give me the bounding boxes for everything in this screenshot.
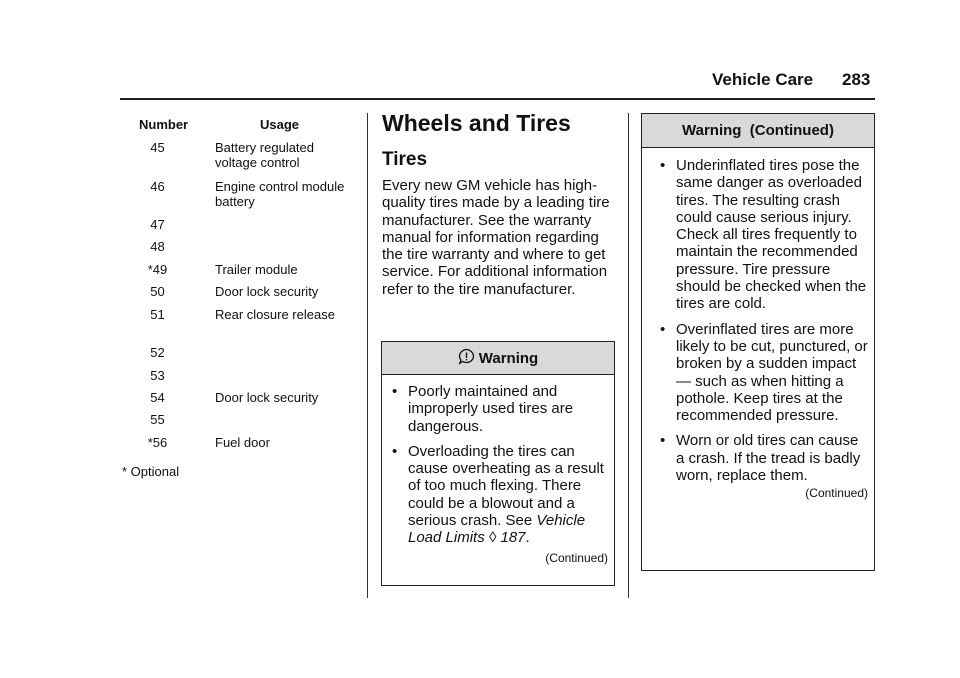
warning-header [382, 342, 614, 375]
warning-item: • Poorly maintained and improperly used tires are dangerous. [386, 383, 606, 435]
column-divider-left [367, 113, 368, 598]
warning-title: Warning [478, 349, 539, 367]
page-reference-icon: ◊ [488, 529, 497, 547]
fuse-number: *56 [147, 435, 168, 450]
vehicle-load-limits-link[interactable]: Vehicle Load Limits [408, 512, 586, 547]
fuse-usage: Engine control module battery [215, 179, 345, 209]
page-reference[interactable]: 187 [500, 529, 526, 547]
fuse-number: 45 [150, 140, 165, 155]
continued-label: (Continued) [805, 486, 868, 501]
warning-item: • Worn or old tires can cause a crash. If the tread is badly worn, replace them. [654, 432, 868, 484]
warning-item: • Overloading the tires can cause overheating as a result of too much flexing. There could be a blowout and a serious crash. See Vehicle Load Limits ◊ 187. [386, 443, 606, 547]
warning-continued-title: Warning (Continued) [682, 122, 834, 139]
header-rule [120, 98, 875, 100]
column-divider-right [628, 113, 629, 598]
fuse-number: 47 [150, 217, 165, 232]
fuse-number: 52 [150, 345, 165, 360]
fuse-number: 51 [150, 307, 165, 322]
fuse-number: *49 [147, 262, 168, 277]
continued-label: (Continued) [545, 550, 608, 565]
fuse-usage: Battery regulated voltage control [215, 140, 315, 170]
fuse-table-footnote: * Optional [122, 464, 180, 479]
warning-item: • Overinflated tires are more likely to be cut, punctured, or broken by a sudden impact — such as when hitting a pothole. Keep tires at the recommended pressure. [654, 321, 868, 425]
warning-continued-header [642, 114, 874, 148]
fuse-usage: Fuel door [215, 435, 270, 450]
fuse-number: 54 [150, 390, 165, 405]
fuse-number: 50 [150, 284, 165, 299]
section-title: Wheels and Tires [382, 110, 571, 136]
warning-item: • Underinflated tires pose the same danger as overloaded tires. The resulting crash could cause serious injury. Check all tires frequently to maintain the recommended pressure. Tire pressure should be checked when the tires are cold. [654, 157, 868, 313]
fuse-usage: Trailer module [215, 262, 298, 277]
fuse-number: 46 [150, 179, 165, 194]
warning-triangle-icon [458, 348, 475, 369]
warning-box [381, 341, 615, 586]
fuse-number: 53 [150, 368, 165, 383]
warning-list [382, 375, 614, 547]
fuse-table-header-number: Number [139, 117, 189, 132]
fuse-number: 55 [150, 412, 165, 427]
tires-body-paragraph: Every new GM vehicle has high-quality tires made by a leading tire manufacturer. See the warranty manual for information regarding the tire warranty and where to get service. For additional information refer to the tire manufacturer. [382, 177, 610, 298]
fuse-usage: Rear closure release [215, 307, 335, 322]
running-header-title: Vehicle Care [712, 70, 814, 89]
fuse-number: 48 [150, 239, 165, 254]
warning-continued-box [641, 113, 875, 571]
page-number: 283 [842, 70, 871, 89]
fuse-usage: Door lock security [215, 390, 319, 405]
fuse-usage: Door lock security [215, 284, 319, 299]
fuse-table-header-usage: Usage [260, 117, 300, 132]
warning-continued-list [642, 148, 874, 484]
subsection-title: Tires [382, 149, 428, 170]
